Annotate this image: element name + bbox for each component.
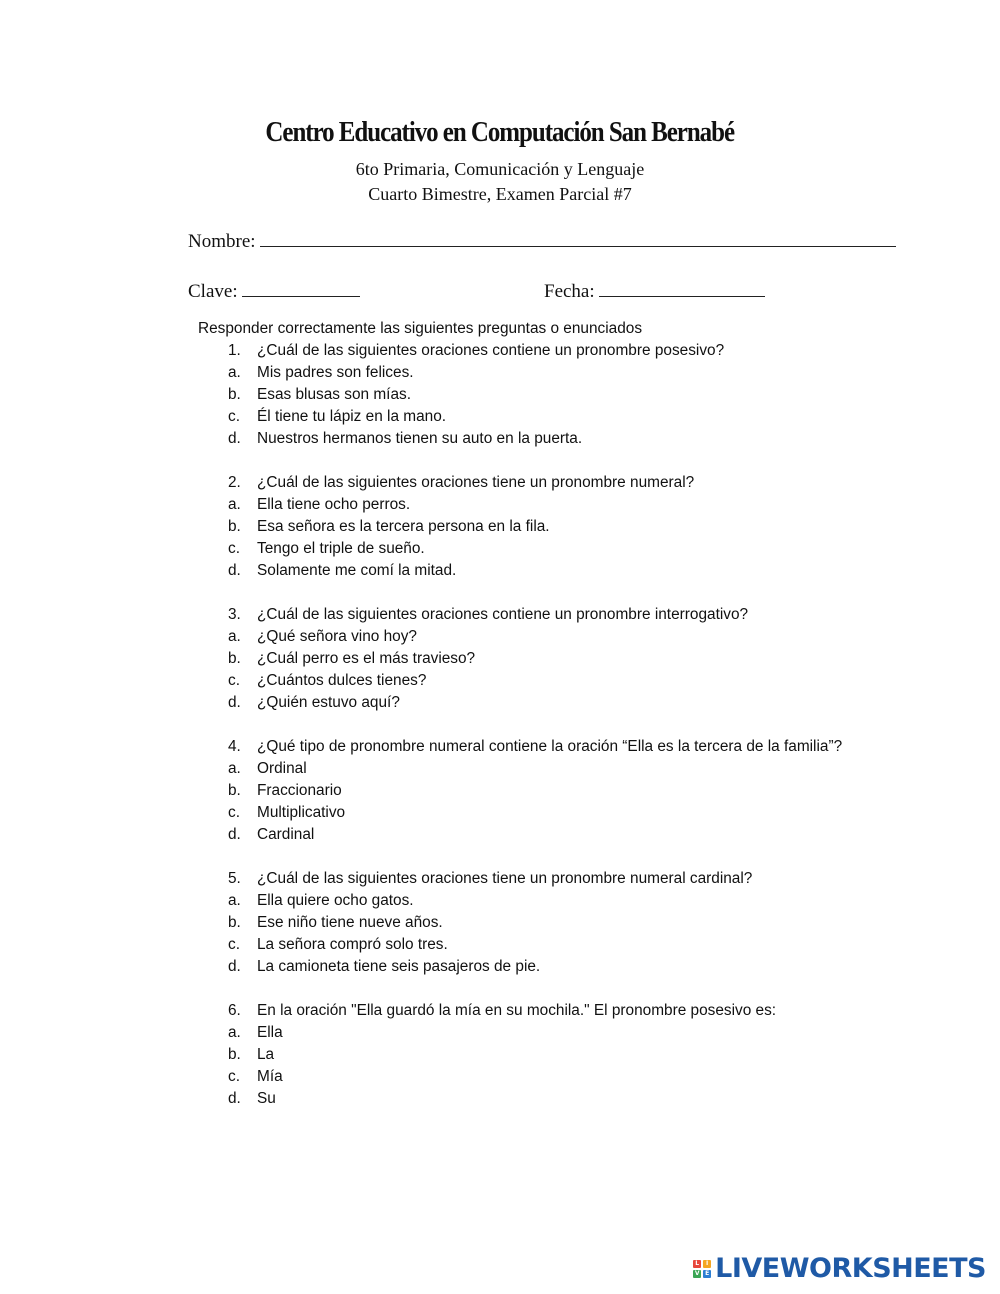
option-letter: b. <box>228 782 241 799</box>
spacer <box>198 978 958 1000</box>
option-letter: d. <box>228 562 241 579</box>
question-2 <box>198 472 958 604</box>
question-row <box>198 868 958 890</box>
spacer <box>198 714 958 736</box>
option-text: Esas blusas son mías. <box>257 386 411 403</box>
option-letter: b. <box>228 650 241 667</box>
option-text: La señora compró solo tres. <box>257 936 448 953</box>
answer-option[interactable] <box>198 1022 958 1044</box>
answer-option[interactable] <box>198 362 958 384</box>
option-text: Esa señora es la tercera persona en la fila. <box>257 518 550 535</box>
question-row <box>198 1000 958 1022</box>
option-letter: d. <box>228 826 241 843</box>
option-text: ¿Quién estuvo aquí? <box>257 694 400 711</box>
option-letter: c. <box>228 672 240 689</box>
option-letter: b. <box>228 386 241 403</box>
answer-option[interactable] <box>198 626 958 648</box>
option-letter: d. <box>228 958 241 975</box>
answer-option[interactable] <box>198 648 958 670</box>
option-letter: d. <box>228 1090 241 1107</box>
clave-field <box>188 280 360 303</box>
option-letter: c. <box>228 1068 240 1085</box>
question-number: 5. <box>228 870 241 887</box>
logo-icon <box>693 1260 711 1278</box>
option-text: Solamente me comí la mitad. <box>257 562 457 579</box>
nombre-input-line[interactable] <box>260 230 896 247</box>
questions-section <box>198 318 958 1110</box>
question-row <box>198 472 958 494</box>
question-text: ¿Cuál de las siguientes oraciones tiene un pronombre numeral? <box>257 474 695 491</box>
option-letter: a. <box>228 496 241 513</box>
answer-option[interactable] <box>198 670 958 692</box>
option-letter: d. <box>228 694 241 711</box>
question-number: 6. <box>228 1002 241 1019</box>
subtitle-course: 6to Primaria, Comunicación y Lenguaje <box>355 159 645 179</box>
question-list <box>198 340 958 1110</box>
page-title: Centro Educativo en Computación San Bernabé <box>265 116 734 148</box>
question-number: 2. <box>228 474 241 491</box>
option-letter: b. <box>228 1046 241 1063</box>
question-row <box>198 604 958 626</box>
question-text: ¿Qué tipo de pronombre numeral contiene la oración “Ella es la tercera de la familia”? <box>257 738 843 755</box>
question-5 <box>198 868 958 1000</box>
answer-option[interactable] <box>198 560 958 582</box>
logo-tile: V <box>694 1269 700 1277</box>
logo-tile: L <box>693 1260 701 1268</box>
answer-option[interactable] <box>198 1044 958 1066</box>
option-letter: a. <box>228 892 241 909</box>
logo-tile: I <box>703 1260 711 1268</box>
question-text: ¿Cuál de las siguientes oraciones contiene un pronombre posesivo? <box>257 342 725 359</box>
question-1 <box>198 340 958 472</box>
subtitle-exam: Cuarto Bimestre, Examen Parcial #7 <box>368 184 632 204</box>
option-text: Mía <box>257 1068 283 1085</box>
question-number: 1. <box>228 342 241 359</box>
option-text: ¿Qué señora vino hoy? <box>257 628 417 645</box>
question-row <box>198 736 958 758</box>
clave-label: Clave: <box>188 281 238 302</box>
answer-option[interactable] <box>198 384 958 406</box>
option-letter: c. <box>228 936 240 953</box>
option-letter: a. <box>228 364 241 381</box>
option-text: Ella tiene ocho perros. <box>257 496 411 513</box>
answer-option[interactable] <box>198 406 958 428</box>
answer-option[interactable] <box>198 780 958 802</box>
option-letter: b. <box>228 518 241 535</box>
answer-option[interactable] <box>198 538 958 560</box>
question-text: En la oración "Ella guardó la mía en su mochila." El pronombre posesivo es: <box>257 1002 777 1019</box>
question-6 <box>198 1000 958 1110</box>
option-text: Fraccionario <box>257 782 342 799</box>
option-letter: a. <box>228 760 241 777</box>
option-text: Tengo el triple de sueño. <box>257 540 425 557</box>
spacer <box>198 582 958 604</box>
question-text: ¿Cuál de las siguientes oraciones contiene un pronombre interrogativo? <box>257 606 749 623</box>
spacer <box>198 450 958 472</box>
question-3 <box>198 604 958 736</box>
liveworksheets-logo <box>693 1253 986 1284</box>
option-letter: a. <box>228 628 241 645</box>
answer-option[interactable] <box>198 824 958 846</box>
fecha-label: Fecha: <box>544 281 595 302</box>
answer-option[interactable] <box>198 428 958 450</box>
option-letter: c. <box>228 408 240 425</box>
option-text: Nuestros hermanos tienen su auto en la puerta. <box>257 430 583 447</box>
answer-option[interactable] <box>198 758 958 780</box>
nombre-label: Nombre: <box>188 231 256 252</box>
answer-option[interactable] <box>198 494 958 516</box>
instructions: Responder correctamente las siguientes preguntas o enunciados <box>198 320 643 337</box>
answer-option[interactable] <box>198 802 958 824</box>
option-text: Ella <box>257 1024 283 1041</box>
clave-input-line[interactable] <box>242 280 360 297</box>
question-text: ¿Cuál de las siguientes oraciones tiene un pronombre numeral cardinal? <box>257 870 753 887</box>
option-text: Mis padres son felices. <box>257 364 414 381</box>
answer-option[interactable] <box>198 934 958 956</box>
question-4 <box>198 736 958 868</box>
logo-tile: E <box>705 1269 710 1277</box>
option-text: Ordinal <box>257 760 307 777</box>
question-number: 4. <box>228 738 241 755</box>
option-letter: a. <box>228 1024 241 1041</box>
question-number: 3. <box>228 606 241 623</box>
option-text: Cardinal <box>257 826 315 843</box>
option-text: Su <box>257 1090 276 1107</box>
option-text: Ese niño tiene nueve años. <box>257 914 443 931</box>
answer-option[interactable] <box>198 956 958 978</box>
nombre-field <box>188 230 896 253</box>
option-text: La camioneta tiene seis pasajeros de pie. <box>257 958 541 975</box>
spacer <box>198 846 958 868</box>
option-text: La <box>257 1046 275 1063</box>
option-letter: d. <box>228 430 241 447</box>
answer-option[interactable] <box>198 692 958 714</box>
option-letter: c. <box>228 540 240 557</box>
option-text: ¿Cuántos dulces tienes? <box>257 672 427 689</box>
question-row <box>198 340 958 362</box>
brand-name: LIVEWORKSHEETS <box>715 1253 986 1284</box>
option-text: Multiplicativo <box>257 804 346 821</box>
answer-option[interactable] <box>198 890 958 912</box>
option-letter: c. <box>228 804 240 821</box>
fecha-input-line[interactable] <box>599 280 765 297</box>
option-letter: b. <box>228 914 241 931</box>
option-text: Ella quiere ocho gatos. <box>257 892 414 909</box>
answer-option[interactable] <box>198 516 958 538</box>
answer-option[interactable] <box>198 1066 958 1088</box>
option-text: Él tiene tu lápiz en la mano. <box>257 408 447 425</box>
answer-option[interactable] <box>198 912 958 934</box>
fecha-field <box>544 280 765 303</box>
answer-option[interactable] <box>198 1088 958 1110</box>
option-text: ¿Cuál perro es el más travieso? <box>257 650 476 667</box>
